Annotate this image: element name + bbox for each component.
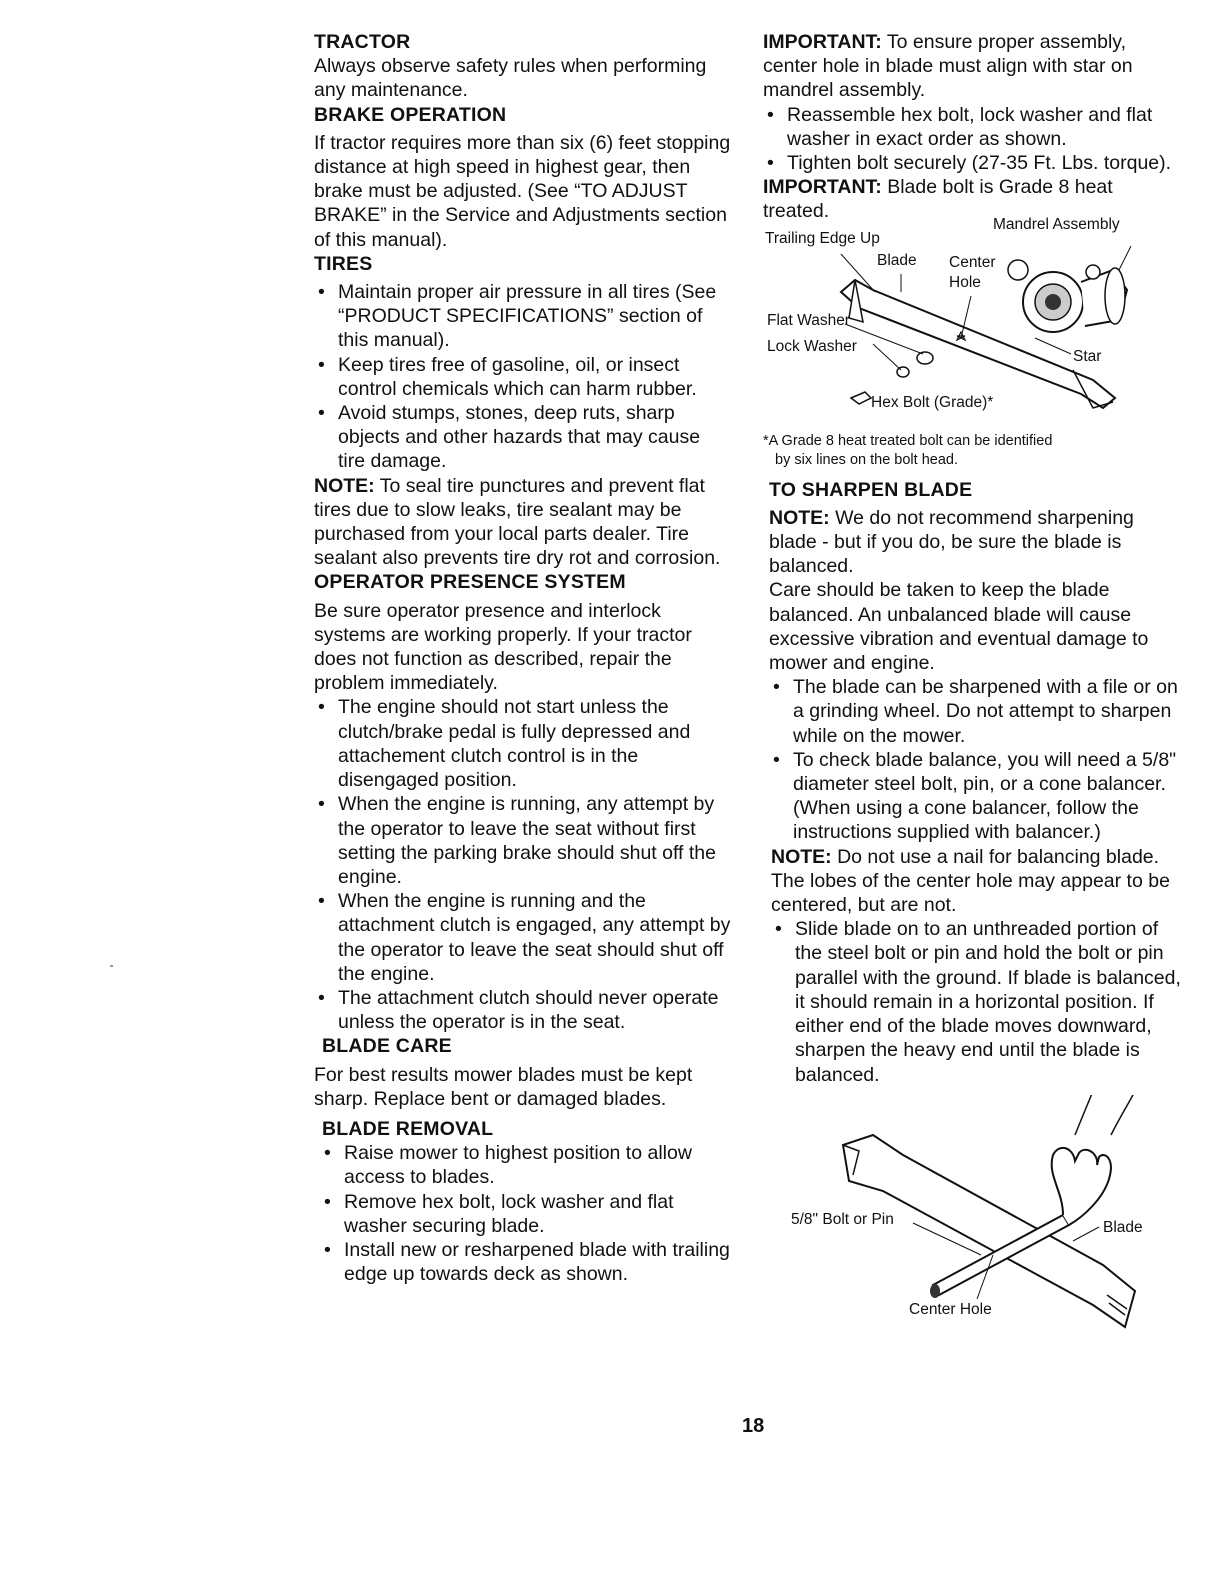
- brake-text: If tractor requires more than six (6) feet stopping distance at high speed in highest gear, then brake must be adjusted. (See “TO ADJUST BRAKE” in the Service and Adjustments section of this manual).: [314, 131, 731, 251]
- list-item: • The attachment clutch should never operate unless the operator is in the seat.: [314, 986, 732, 1034]
- scan-speck: [110, 965, 113, 967]
- blade-assembly-figure: [763, 215, 1183, 430]
- nail-note: [763, 845, 1183, 918]
- tractor-heading: TRACTOR: [314, 31, 411, 53]
- operator-presence-heading: OPERATOR PRESENCE SYSTEM: [314, 571, 626, 594]
- page-number: 18: [742, 1415, 765, 1437]
- list-item: • Remove hex bolt, lock washer and flat washer securing blade.: [320, 1190, 732, 1238]
- center-label: Center: [949, 253, 996, 271]
- important-label: IMPORTANT:: [763, 176, 882, 199]
- note-text: We do not recommend sharpening blade - but if you do, be sure the blade is balanced.: [769, 506, 1134, 578]
- hex-bolt-label: Hex Bolt (Grade)*: [871, 393, 994, 411]
- list-item: • Install new or resharpened blade with trailing edge up towards deck as shown.: [320, 1238, 732, 1286]
- center-hole-label: Center Hole: [909, 1300, 992, 1318]
- note-label: NOTE:: [769, 506, 830, 529]
- mandrel-label: Mandrel Assembly: [993, 215, 1120, 233]
- note-text: To seal tire punctures and prevent flat tires due to slow leaks, tire sealant may be purchased from your local parts dealer. Tire sealant also prevents tire dry rot and corrosion.: [314, 474, 721, 570]
- list-item: • When the engine is running and the attachment clutch is engaged, any attempt by the operator to leave the seat should shut off the engine.: [314, 889, 732, 986]
- note-label: NOTE:: [771, 845, 832, 868]
- blade-removal-list: [314, 1141, 732, 1286]
- bolt-or-pin-label: 5/8" Bolt or Pin: [791, 1210, 894, 1228]
- lock-washer-label: Lock Washer: [767, 337, 857, 355]
- important-grade: [763, 175, 1183, 223]
- tires-heading: TIRES: [314, 252, 373, 275]
- brake-heading: BRAKE OPERATION: [314, 103, 507, 126]
- flat-washer-label: Flat Washer: [767, 311, 850, 329]
- tractor-text: Always observe safety rules when performing any maintenance.: [314, 55, 707, 102]
- blade-label: Blade: [1103, 1218, 1143, 1236]
- operator-presence-list: [314, 695, 732, 1034]
- note-label: NOTE:: [314, 474, 375, 497]
- blade-care-text: For best results mower blades must be kept sharp. Replace bent or damaged blades.: [314, 1063, 693, 1110]
- balance-list: [763, 917, 1183, 1086]
- list-item: • Raise mower to highest position to allow access to blades.: [320, 1141, 732, 1189]
- trailing-edge-label: Trailing Edge Up: [765, 229, 880, 247]
- list-item: • Slide blade on to an unthreaded portion of the steel bolt or pin and hold the bolt or pin parallel with the ground. If blade is balanced, it should remain in a horizontal position. If either end of the blade moves downward, sharpen the heavy end until the blade is balanced.: [771, 917, 1183, 1086]
- operator-presence-text: Be sure operator presence and interlock systems are working properly. If your tractor does not function as described, repair the problem immediately.: [314, 599, 692, 695]
- important-label: IMPORTANT:: [763, 31, 882, 53]
- reassemble-list: [763, 103, 1183, 176]
- list-item: • Maintain proper air pressure in all tires (See “PRODUCT SPECIFICATIONS” section of this manual).: [314, 280, 732, 353]
- footnote-line: *A Grade 8 heat treated bolt can be identified: [763, 432, 1053, 449]
- blade-label: Blade: [877, 251, 917, 269]
- sharpen-list: [763, 675, 1183, 844]
- hole-label: Hole: [949, 273, 981, 291]
- note-text: Do not use a nail for balancing blade. The lobes of the center hole may appear to be centered, but are not.: [771, 845, 1170, 917]
- star-label: Star: [1073, 347, 1102, 365]
- tires-list: [314, 280, 732, 474]
- blade-removal-heading: BLADE REMOVAL: [322, 1117, 494, 1140]
- tires-note: [314, 474, 732, 571]
- list-item: • Tighten bolt securely (27-35 Ft. Lbs. torque).: [763, 151, 1183, 175]
- list-item: • The blade can be sharpened with a file or on a grinding wheel. Do not attempt to sharpen while on the mower.: [769, 675, 1183, 748]
- right-column: [763, 30, 1183, 1355]
- footnote-line: by six lines on the bolt head.: [775, 451, 958, 468]
- blade-balance-figure: [763, 1095, 1183, 1355]
- sharpen-text: Care should be taken to keep the blade balanced. An unbalanced blade will cause excessive vibration and eventual damage to mower and engine.: [769, 579, 1149, 675]
- list-item: • When the engine is running, any attempt by the operator to leave the seat without first setting the parking brake should shut off the engine.: [314, 792, 732, 889]
- sharpen-note: [763, 506, 1183, 579]
- left-column: [314, 30, 732, 1286]
- important-text: To ensure proper assembly, center hole in blade must align with star on mandrel assembly.: [763, 31, 1133, 102]
- sharpen-heading: TO SHARPEN BLADE: [769, 478, 973, 501]
- list-item: • To check blade balance, you will need a 5/8" diameter steel bolt, pin, or a cone balancer. (When using a cone balancer, follow the instructions supplied with balancer.): [769, 748, 1183, 845]
- important-alignment: [763, 30, 1183, 103]
- important-text: Blade bolt is Grade 8 heat treated.: [763, 176, 1113, 223]
- blade-care-heading: BLADE CARE: [322, 1035, 452, 1058]
- list-item: • The engine should not start unless the clutch/brake pedal is fully depressed and attachement clutch control is in the disengaged position.: [314, 695, 732, 792]
- list-item: • Avoid stumps, stones, deep ruts, sharp objects and other hazards that may cause tire damage.: [314, 401, 732, 474]
- list-item: • Keep tires free of gasoline, oil, or insect control chemicals which can harm rubber.: [314, 353, 732, 401]
- list-item: • Reassemble hex bolt, lock washer and flat washer in exact order as shown.: [763, 103, 1183, 151]
- grade-footnote: [763, 432, 1183, 470]
